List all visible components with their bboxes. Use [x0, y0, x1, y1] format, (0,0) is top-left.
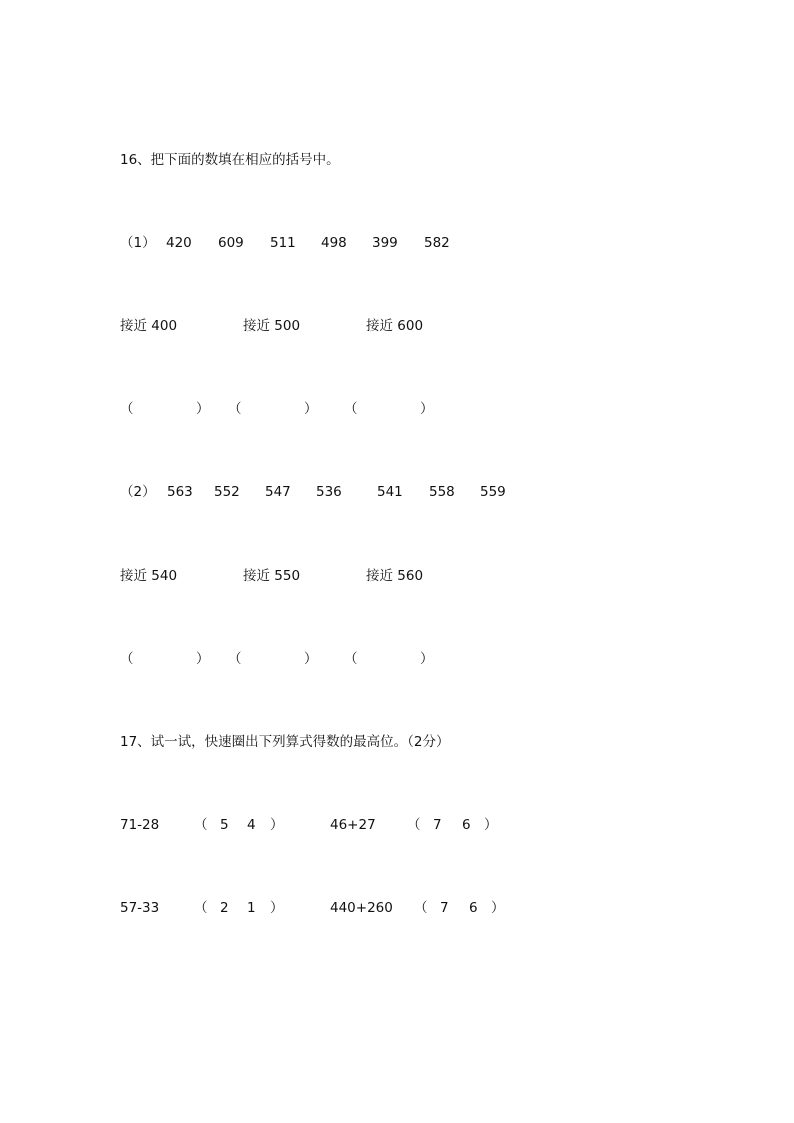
- q17-title: 17、试一试，快速圈出下列算式得数的最高位。（2分）: [120, 734, 450, 750]
- expression: 57-33: [120, 900, 160, 916]
- q16-part1-targets: [0, 316, 424, 336]
- target-label: 接近 500: [243, 318, 301, 334]
- number: 536: [316, 484, 342, 500]
- option-paren-open: （: [194, 900, 208, 916]
- option-paren-close: ）: [484, 817, 498, 833]
- q16-part2-targets: [0, 566, 424, 586]
- option[interactable]: 1: [247, 900, 256, 916]
- number: 541: [377, 484, 403, 500]
- q17-row-2: [0, 898, 505, 918]
- answer-paren-open: （: [344, 401, 358, 417]
- option[interactable]: 6: [462, 817, 471, 833]
- option[interactable]: 6: [469, 900, 478, 916]
- answer-paren-open: （: [120, 401, 134, 417]
- number: 498: [321, 235, 347, 251]
- number: 559: [480, 484, 506, 500]
- option[interactable]: 7: [433, 817, 442, 833]
- target-label: 接近 600: [366, 318, 424, 334]
- option[interactable]: 5: [220, 817, 229, 833]
- q17-row-1: [0, 815, 498, 835]
- number: 511: [270, 235, 296, 251]
- answer-paren-close: ）: [420, 401, 434, 417]
- target-label: 接近 560: [366, 568, 424, 584]
- target-label: 接近 400: [120, 318, 178, 334]
- number: 609: [218, 235, 244, 251]
- answer-paren-open: （: [120, 651, 134, 667]
- number: 582: [424, 235, 450, 251]
- answer-paren-close: ）: [420, 651, 434, 667]
- number: 552: [214, 484, 240, 500]
- expression: 46+27: [330, 817, 376, 833]
- option-paren-open: （: [194, 817, 208, 833]
- option-paren-close: ）: [270, 817, 284, 833]
- option[interactable]: 2: [220, 900, 229, 916]
- q16-part2-answer-brackets: [0, 649, 434, 669]
- number: 547: [265, 484, 291, 500]
- target-label: 接近 550: [243, 568, 301, 584]
- option-paren-close: ）: [491, 900, 505, 916]
- number: 420: [166, 235, 192, 251]
- answer-paren-close: ）: [196, 401, 210, 417]
- target-label: 接近 540: [120, 568, 178, 584]
- number: 399: [372, 235, 398, 251]
- part-label: （2）: [120, 484, 156, 500]
- part-label: （1）: [120, 235, 156, 251]
- option-paren-open: （: [414, 900, 428, 916]
- q16-part2-numbers: [0, 482, 506, 502]
- answer-paren-open: （: [344, 651, 358, 667]
- answer-paren-close: ）: [304, 401, 318, 417]
- expression: 440+260: [330, 900, 393, 916]
- answer-paren-close: ）: [196, 651, 210, 667]
- q16-title: 16、把下面的数填在相应的括号中。: [120, 152, 340, 168]
- answer-paren-open: （: [228, 401, 242, 417]
- answer-paren-open: （: [228, 651, 242, 667]
- option-paren-close: ）: [270, 900, 284, 916]
- option[interactable]: 4: [247, 817, 256, 833]
- q16-part1-numbers: [0, 233, 450, 253]
- answer-paren-close: ）: [304, 651, 318, 667]
- q16-part1-answer-brackets: [0, 399, 434, 419]
- number: 563: [167, 484, 193, 500]
- number: 558: [429, 484, 455, 500]
- option[interactable]: 7: [440, 900, 449, 916]
- expression: 71-28: [120, 817, 160, 833]
- option-paren-open: （: [407, 817, 421, 833]
